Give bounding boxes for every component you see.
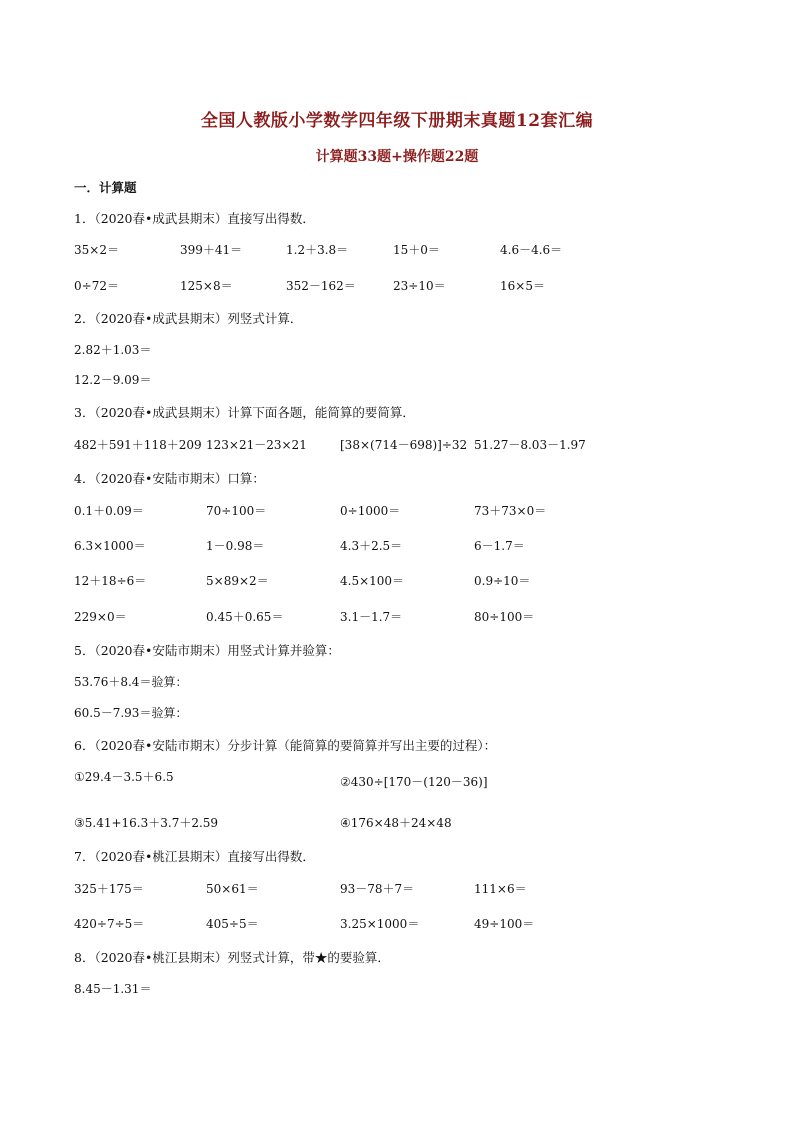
expression: 111×6＝ xyxy=(474,882,527,896)
q1-row-1 xyxy=(0,241,794,259)
expression: 482＋591＋118＋209 xyxy=(74,438,202,452)
expression: 51.27－8.03－1.97 xyxy=(474,438,586,452)
expression: 3.1－1.7＝ xyxy=(340,610,403,624)
expression: 1－0.98＝ xyxy=(206,539,265,553)
expression: 0÷1000＝ xyxy=(340,504,401,518)
q6-row-1 xyxy=(0,768,794,789)
question-1: 1．（2020春•成武县期末）直接写出得数． xyxy=(74,211,315,226)
expression: ④176×48＋24×48 xyxy=(340,816,452,830)
q4-row-2 xyxy=(0,537,794,555)
expression: 399＋41＝ xyxy=(180,243,243,257)
expression: 405÷5＝ xyxy=(206,917,259,931)
question-5: 5．（2020春•安陆市期末）用竖式计算并验算： xyxy=(74,643,340,658)
expression: 12.2－9.09＝ xyxy=(74,373,152,387)
q3-row xyxy=(0,436,794,454)
q7-row-1 xyxy=(0,880,794,898)
expression: 229×0＝ xyxy=(74,610,127,624)
expression: 12＋18÷6＝ xyxy=(74,574,147,588)
expression: 0.9÷10＝ xyxy=(474,574,531,588)
expression: 123×21－23×21 xyxy=(206,438,307,452)
expression: 0.1＋0.09＝ xyxy=(74,504,144,518)
expression: 6.3×1000＝ xyxy=(74,539,146,553)
question-6: 6．（2020春•安陆市期末）分步计算（能简算的要简算并写出主要的过程）： xyxy=(74,738,497,753)
expression: 16×5＝ xyxy=(500,279,545,293)
section-heading: 一．计算题 xyxy=(74,180,137,195)
expression: 6－1.7＝ xyxy=(474,539,525,553)
expression: 50×61＝ xyxy=(206,882,259,896)
expression: 4.6－4.6＝ xyxy=(500,243,563,257)
question-4: 4．（2020春•安陆市期末）口算： xyxy=(74,471,265,486)
expression: 125×8＝ xyxy=(180,279,233,293)
expression: 93－78＋7＝ xyxy=(340,882,415,896)
q1-row-2 xyxy=(0,277,794,295)
expression: 60.5－7.93＝验算： xyxy=(74,706,188,720)
expression: ①29.4－3.5＋6.5 xyxy=(74,770,174,784)
expression: 70÷100＝ xyxy=(206,504,267,518)
document-subtitle: 计算题33题+操作题22题 xyxy=(315,149,479,165)
expression: 35×2＝ xyxy=(74,243,119,257)
expression: ③5.41+16.3＋3.7＋2.59 xyxy=(74,816,219,830)
expression: 325＋175＝ xyxy=(74,882,144,896)
q7-row-2 xyxy=(0,915,794,933)
expression: ②430÷[170－(120－36)] xyxy=(340,775,488,789)
expression: 0÷72＝ xyxy=(74,279,119,293)
expression: 4.5×100＝ xyxy=(340,574,405,588)
question-2: 2．（2020春•成武县期末）列竖式计算． xyxy=(74,311,303,326)
document-title: 全国人教版小学数学四年级下册期末真题12套汇编 xyxy=(200,111,594,131)
q6-row-2 xyxy=(0,814,794,832)
q4-row-1 xyxy=(0,502,794,520)
expression: 0.45＋0.65＝ xyxy=(206,610,284,624)
expression: 23÷10＝ xyxy=(393,279,446,293)
expression: 3.25×1000＝ xyxy=(340,917,420,931)
q4-row-3 xyxy=(0,572,794,590)
expression: 1.2＋3.8＝ xyxy=(286,243,349,257)
question-8: 8．（2020春•桃江县期末）列竖式计算，带★的要验算． xyxy=(74,950,390,965)
expression: 8.45－1.31＝ xyxy=(74,982,152,996)
expression: 4.3＋2.5＝ xyxy=(340,539,403,553)
expression: 53.76＋8.4＝验算： xyxy=(74,675,188,689)
question-7: 7．（2020春•桃江县期末）直接写出得数． xyxy=(74,849,315,864)
expression: 2.82＋1.03＝ xyxy=(74,343,152,357)
expression: 49÷100＝ xyxy=(474,917,535,931)
expression: 420÷7÷5＝ xyxy=(74,917,145,931)
expression: [38×(714－698)]÷32 xyxy=(340,438,468,452)
question-3: 3．（2020春•成武县期末）计算下面各题，能简算的要简算． xyxy=(74,405,415,420)
q4-row-4 xyxy=(0,608,794,626)
expression: 352－162＝ xyxy=(286,279,356,293)
expression: 15＋0＝ xyxy=(393,243,440,257)
expression: 80÷100＝ xyxy=(474,610,535,624)
expression: 5×89×2＝ xyxy=(206,574,269,588)
expression: 73＋73×0＝ xyxy=(474,504,547,518)
